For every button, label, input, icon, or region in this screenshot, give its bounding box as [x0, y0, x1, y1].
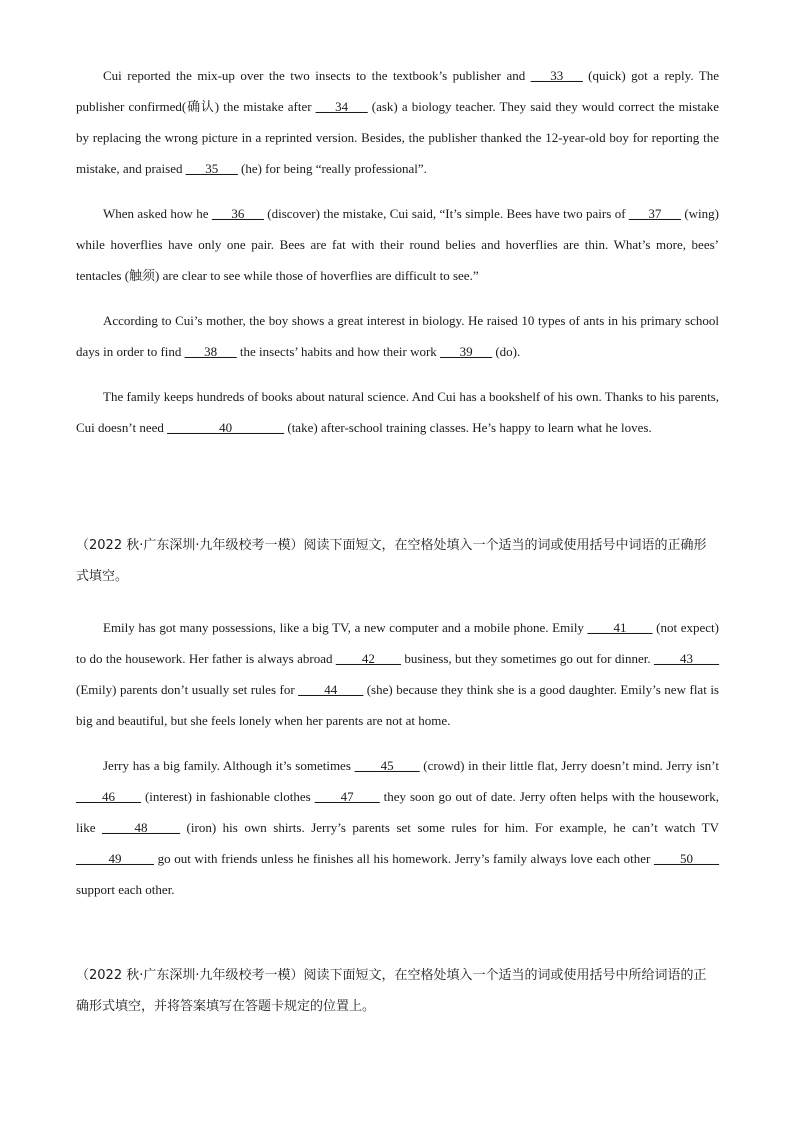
passage-text: (Emily) parents don’t usually set rules for — [76, 682, 299, 697]
passage-text: (not expect) to do the housework. Her father is always abroad — [76, 620, 719, 666]
passage-text: (quick) got a reply. The publisher confirmed(确认) the mistake after — [76, 68, 720, 114]
passage-text: According to Cui’s mother, the boy shows a great interest in biology. He raised 10 types of ants in his primary school days in order to find — [76, 313, 719, 359]
passage-text: When asked how he — [103, 206, 212, 221]
passage-text: (he) for being “really professional”. — [237, 161, 427, 176]
answer-blank[interactable]: _____49_____ — [76, 851, 154, 866]
answer-blank[interactable]: ____47____ — [314, 789, 380, 804]
passage-text: the insects’ habits and how their work — [236, 344, 441, 359]
exercise-section-3 — [76, 960, 719, 1022]
answer-blank[interactable]: ___34___ — [315, 99, 368, 114]
passage-text: Jerry has a big family. Although it’s sometimes — [103, 758, 355, 773]
passage-paragraph — [76, 612, 719, 736]
answer-blank[interactable]: ___36___ — [211, 206, 264, 221]
passage-text: (crowd) in their little flat, Jerry doesn’t mind. Jerry isn’t — [419, 758, 720, 773]
passage-text: (discover) the mistake, Cui said, “It’s simple. Bees have two pairs of — [263, 206, 629, 221]
passage-text: (ask) a biology teacher. They said they would correct the mistake by replacing the wrong picture in a reprinted version. Besides, the publisher thanked the 12-year-old boy for reporting the mistake, and praised — [76, 99, 719, 176]
passage-text: (wing) while hoverflies have only one pair. Bees are fat with their round belies and hoverflies are thin. What’s more, bees’ tentacles (触须) are clear to see while those of hoverflies are difficult to see.” — [76, 206, 719, 283]
answer-blank[interactable]: ____50____ — [654, 851, 719, 866]
exercise-section-2 — [76, 530, 719, 905]
answer-blank[interactable]: ____44____ — [298, 682, 364, 697]
passage-text: The family keeps hundreds of books about natural science. And Cui has a bookshelf of his own. Thanks to his parents, Cui doesn’t need — [76, 389, 719, 435]
exercise-heading: （2022 秋·广东深圳·九年级校考一模）阅读下面短文，在空格处填入一个适当的词或使用括号中词语的正确形式填空。 — [76, 538, 707, 584]
passage-paragraph — [76, 750, 719, 905]
passage-text: Emily has got many possessions, like a big TV, a new computer and a mobile phone. Emily — [103, 620, 588, 635]
passage-paragraph — [76, 305, 719, 367]
answer-blank[interactable]: ____41____ — [587, 620, 653, 635]
answer-blank[interactable]: ________40________ — [167, 420, 285, 435]
passage-text: (take) after-school training classes. He’s happy to learn what he loves. — [284, 420, 652, 435]
passage-paragraph — [76, 381, 719, 443]
answer-blank[interactable]: ____43____ — [654, 651, 720, 666]
exercise-heading: （2022 秋·广东深圳·九年级校考一模）阅读下面短文，在空格处填入一个适当的词或使用括号中所给词语的正确形式填空，并将答案填写在答题卡规定的位置上。 — [76, 968, 707, 1014]
answer-blank[interactable]: ___35___ — [185, 161, 238, 176]
answer-blank[interactable]: ___39___ — [440, 344, 493, 359]
passage-text: support each other. — [76, 882, 175, 897]
answer-blank[interactable]: ___37___ — [628, 206, 681, 221]
passage-text: (interest) in fashionable clothes — [141, 789, 315, 804]
answer-blank[interactable]: _____48_____ — [102, 820, 181, 835]
answer-blank[interactable]: ____42____ — [335, 651, 401, 666]
passage-paragraph — [76, 198, 719, 291]
answer-blank[interactable]: ___38___ — [184, 344, 237, 359]
passage-text: (she) because they think she is a good daughter. Emily’s new flat is big and beautiful, but she feels lonely when her parents are not at home. — [76, 682, 719, 728]
answer-blank[interactable]: ____46____ — [76, 789, 141, 804]
passage-text: (iron) his own shirts. Jerry’s parents set some rules for him. For example, he can’t watch TV — [180, 820, 719, 835]
passage-text: (do). — [492, 344, 521, 359]
passage-cui — [76, 60, 719, 443]
passage-text: they soon go out of date. Jerry often helps with the housework, like — [76, 789, 720, 835]
passage-text: Cui reported the mix-up over the two insects to the textbook’s publisher and — [103, 68, 531, 83]
answer-blank[interactable]: ___33___ — [530, 68, 583, 83]
answer-blank[interactable]: ____45____ — [354, 758, 420, 773]
passage-text: business, but they sometimes go out for dinner. — [400, 651, 655, 666]
passage-paragraph — [76, 60, 719, 184]
passage-text: go out with friends unless he finishes all his homework. Jerry’s family always love each other — [154, 851, 654, 866]
